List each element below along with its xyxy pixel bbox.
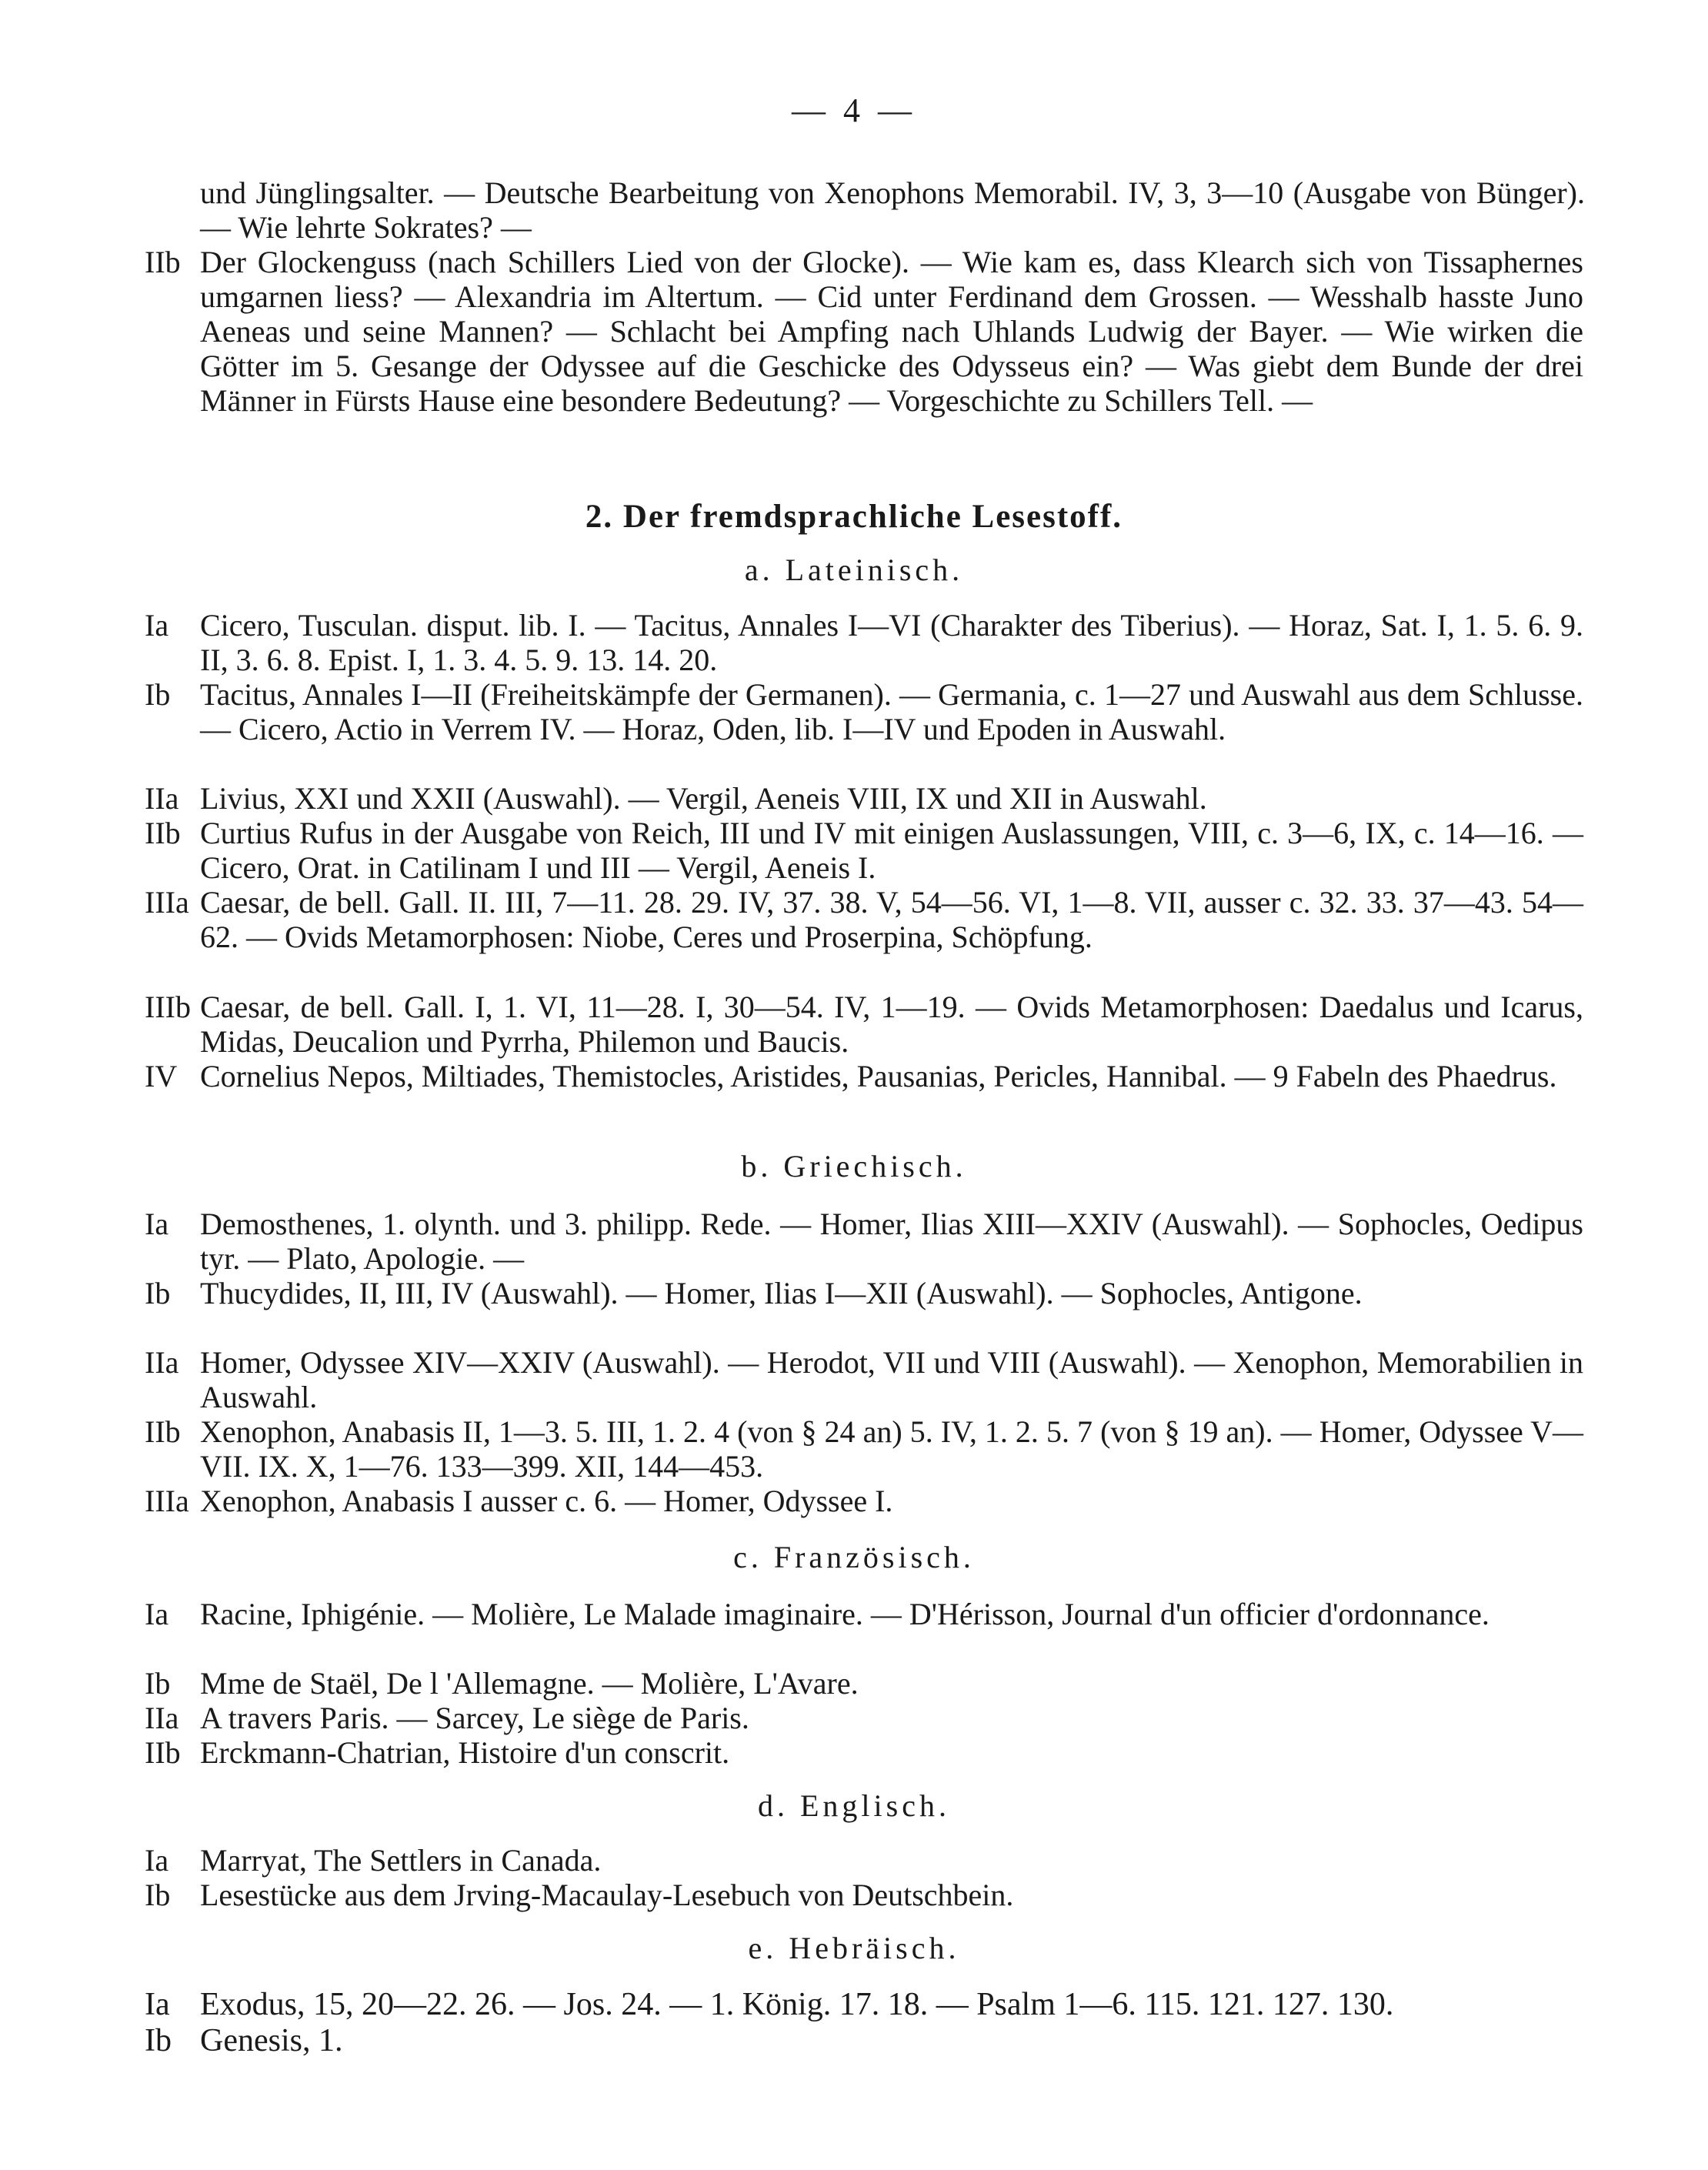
class-label: IV (145, 1059, 178, 1093)
class-label: Ia (145, 1987, 170, 2022)
entry-latin-1 (145, 608, 1583, 677)
entry-latin-3 (145, 781, 1583, 816)
entry-greek-2 (145, 1276, 1583, 1310)
subsection-title-hebrew: e. Hebräisch. (748, 1931, 960, 1965)
section-heading: 2. Der fremdsprachliche Lesestoff. (585, 499, 1123, 535)
entry-french-1 (145, 1597, 1583, 1631)
entry-text: Mme de Staël, De l 'Allemagne. — Molière, L'Avare. (200, 1666, 859, 1701)
entry-text: Curtius Rufus in der Ausgabe von Reich, III und IV mit einigen Auslassungen, VIII, c. 3—6, IX, c. 14—16. — Cicero, Orat. in Catilinam I und III — Vergil, Aeneis I. (200, 816, 1583, 885)
entry-hebrew-2 (145, 2024, 1583, 2058)
entry-latin-5 (145, 885, 1583, 954)
entry-text: Exodus, 15, 20—22. 26. — Jos. 24. — 1. König. 17. 18. — Psalm 1—6. 115. 121. 127. 130. (200, 1987, 1394, 2022)
subsection-title-english: d. Englisch. (758, 1788, 950, 1823)
class-label: IIb (145, 1735, 181, 1770)
entry-english-2 (145, 1878, 1583, 1912)
entry-text: Erckmann-Chatrian, Histoire d'un conscrit. (200, 1735, 730, 1770)
subsection-title-french: c. Französisch. (733, 1540, 975, 1574)
entry-text: Lesestücke aus dem Jrving-Macaulay-Lesebuch von Deutschbein. (200, 1878, 1014, 1912)
entry-text: Genesis, 1. (200, 2023, 343, 2058)
entry-hebrew-1 (145, 1988, 1583, 2022)
entry-english-1 (145, 1843, 1583, 1878)
class-label: IIa (145, 781, 179, 816)
entry-latin-2 (145, 677, 1583, 746)
entry-text: Caesar, de bell. Gall. I, 1. VI, 11—28. I, 30—54. IV, 1—19. — Ovids Metamorphosen: Daedalus und Icarus, Midas, Deucalion und Pyrrha, Philemon und Baucis. (200, 990, 1583, 1059)
class-label: IIb (145, 245, 181, 279)
entry-greek-4 (145, 1414, 1583, 1484)
entry-greek-3 (145, 1345, 1583, 1414)
class-label: IIa (145, 1701, 179, 1735)
entry-text: Livius, XXI und XXII (Auswahl). — Vergil, Aeneis VIII, IX und XII in Auswahl. (200, 781, 1207, 816)
class-label: IIb (145, 1414, 181, 1449)
subsection-title-greek: b. Griechisch. (741, 1149, 967, 1183)
class-label: IIa (145, 1345, 179, 1380)
entry-french-4 (145, 1735, 1583, 1770)
entry-text: Marryat, The Settlers in Canada. (200, 1843, 602, 1878)
intro-entry (145, 245, 1583, 418)
class-label: Ib (145, 677, 171, 712)
entry-french-3 (145, 1701, 1583, 1735)
entry-text: Caesar, de bell. Gall. II. III, 7—11. 28. 29. IV, 37. 38. V, 54—56. VI, 1—8. VII, ausser c. 32. 33. 37—43. 54—62. — Ovids Metamorphosen: Niobe, Ceres und Proserpina, Schöpfung. (200, 885, 1583, 954)
intro-text: und Jünglingsalter. — Deutsche Bearbeitung von Xenophons Memorabil. IV, 3, 3—10 (Ausgabe von Bünger). — Wie lehrte Sokrates? — (200, 175, 1585, 245)
entry-text: Cicero, Tusculan. disput. lib. I. — Tacitus, Annales I—VI (Charakter des Tiberius). — Horaz, Sat. I, 1. 5. 6. 9. II, 3. 6. 8. Epist. I, 1. 3. 4. 5. 9. 13. 14. 20. (200, 608, 1583, 677)
entry-text: Cornelius Nepos, Miltiades, Themistocles, Aristides, Pausanias, Pericles, Hannibal. — 9 Fabeln des Phaedrus. (200, 1059, 1557, 1093)
entry-text: Racine, Iphigénie. — Molière, Le Malade imaginaire. — D'Hérisson, Journal d'un officier d'ordonnance. (200, 1597, 1489, 1631)
entry-latin-7 (145, 1059, 1583, 1093)
entry-text: A travers Paris. — Sarcey, Le siège de Paris. (200, 1701, 749, 1735)
entry-latin-6 (145, 990, 1583, 1059)
entry-greek-1 (145, 1207, 1583, 1276)
entry-text: Homer, Odyssee XIV—XXIV (Auswahl). — Herodot, VII und VIII (Auswahl). — Xenophon, Memorabilien in Auswahl. (200, 1345, 1583, 1414)
intro-paragraph (200, 175, 1585, 245)
class-label: Ia (145, 608, 169, 643)
class-label: Ia (145, 1843, 169, 1878)
entry-greek-5 (145, 1484, 1583, 1518)
class-label: Ib (145, 1276, 171, 1310)
class-label: IIIa (145, 1484, 189, 1518)
class-label: Ib (145, 1666, 171, 1701)
class-label: Ib (145, 1878, 171, 1912)
class-label: IIb (145, 816, 181, 850)
entry-text: Tacitus, Annales I—II (Freiheitskämpfe der Germanen). — Germania, c. 1—27 und Auswahl aus dem Schlusse. — Cicero, Actio in Verrem IV. — Horaz, Oden, lib. I—IV und Epoden in Auswahl. (200, 677, 1583, 746)
class-label: Ia (145, 1207, 169, 1241)
class-label: IIIa (145, 885, 189, 920)
entry-text: Thucydides, II, III, IV (Auswahl). — Homer, Ilias I—XII (Auswahl). — Sophocles, Antigone. (200, 1276, 1363, 1310)
subsection-title-latin: a. Lateinisch. (744, 553, 964, 587)
entry-text: Xenophon, Anabasis II, 1—3. 5. III, 1. 2. 4 (von § 24 an) 5. IV, 1. 2. 5. 7 (von § 19 an). — Homer, Odyssee V—VII. IX. X, 1—76. 133—399. XII, 144—453. (200, 1414, 1583, 1484)
entry-latin-4 (145, 816, 1583, 885)
entry-text: Demosthenes, 1. olynth. und 3. philipp. Rede. — Homer, Ilias XIII—XXIV (Auswahl). — Sophocles, Oedipus tyr. — Plato, Apologie. — (200, 1207, 1583, 1276)
entry-text: Der Glockenguss (nach Schillers Lied von der Glocke). — Wie kam es, dass Klearch sich von Tissaphernes umgarnen liess? — Alexandria im Altertum. — Cid unter Ferdinand dem Grossen. — Wesshalb hasste Juno Aeneas und seine Mannen? — Schlacht bei Ampfing nach Uhlands Ludwig der Bayer. — Wie wirken die Götter im 5. Gesange der Odyssee auf die Geschicke des Odysseus ein? — Was giebt dem Bunde der drei Männer in Fürsts Hause eine besondere Bedeutung? — Vorgeschichte zu Schillers Tell. — (200, 245, 1583, 418)
entry-text: Xenophon, Anabasis I ausser c. 6. — Homer, Odyssee I. (200, 1484, 893, 1518)
class-label: Ia (145, 1597, 169, 1631)
class-label: Ib (145, 2023, 172, 2058)
class-label: IIIb (145, 990, 191, 1024)
entry-french-2 (145, 1666, 1583, 1701)
page-number: — 4 — (792, 92, 916, 129)
